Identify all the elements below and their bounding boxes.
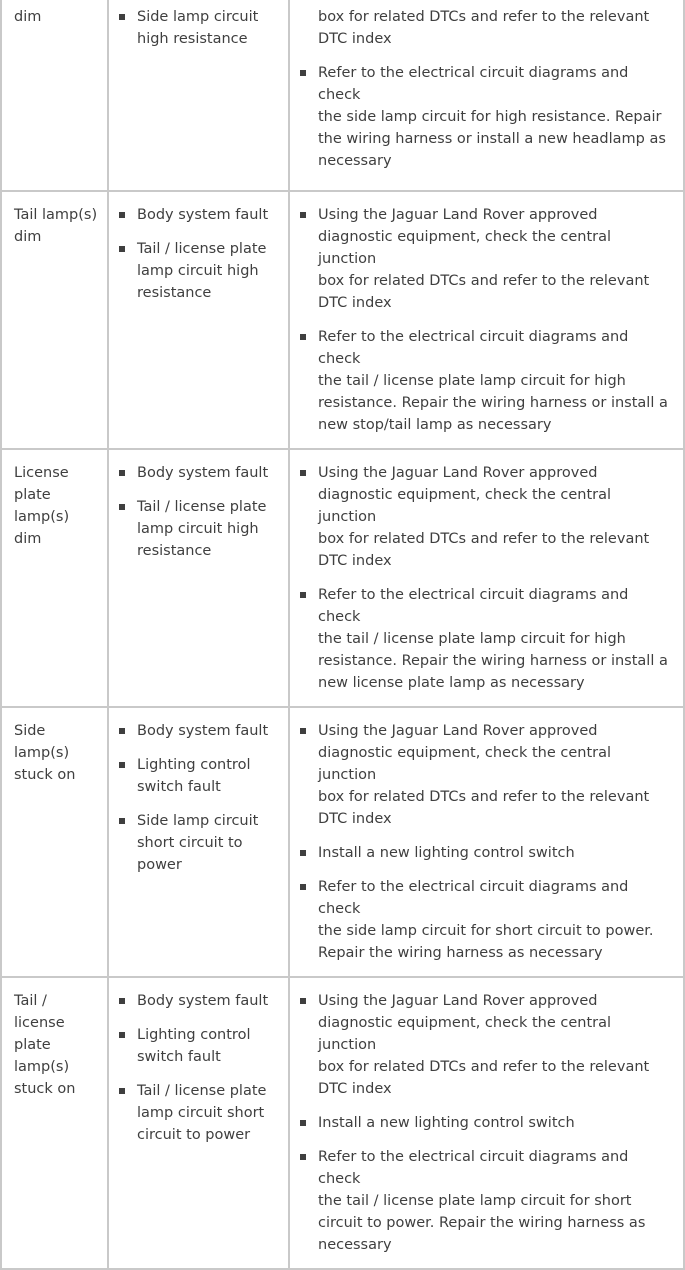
- action-line: Refer to the electrical circuit diagrams and check: [318, 65, 629, 103]
- cause-line: switch fault: [137, 1049, 221, 1065]
- cause-line: power: [137, 857, 182, 873]
- action-cell: [289, 977, 684, 1269]
- action-item: [290, 990, 673, 1100]
- symptom-line: dim: [14, 9, 42, 25]
- action-line: DTC index: [318, 31, 392, 47]
- cause-list: [109, 450, 288, 562]
- action-line: Refer to the electrical circuit diagrams and check: [318, 879, 629, 917]
- cause-cell: [108, 449, 289, 707]
- action-line: box for related DTCs and refer to the relevant: [318, 273, 650, 289]
- action-list: [290, 708, 683, 964]
- symptom-line: Side: [14, 723, 46, 739]
- action-item: [290, 1112, 673, 1134]
- action-item: [290, 6, 673, 50]
- cause-line: Lighting control: [137, 1027, 251, 1043]
- symptom-cell: [1, 977, 108, 1269]
- action-line: Refer to the electrical circuit diagrams and check: [318, 587, 629, 625]
- cause-line: Tail / license plate: [137, 499, 267, 515]
- symptom-line: lamp(s): [14, 1059, 70, 1075]
- cause-line: Tail / license plate: [137, 1083, 267, 1099]
- action-item: [290, 720, 673, 830]
- cause-line: Body system fault: [137, 465, 269, 481]
- action-item: [290, 876, 673, 964]
- action-line: Install a new lighting control switch: [318, 1115, 575, 1131]
- action-line: the side lamp circuit for short circuit to power.: [318, 923, 654, 939]
- action-list: [290, 450, 683, 694]
- cause-item: [109, 720, 282, 742]
- action-item: [290, 204, 673, 314]
- symptom-line: dim: [14, 531, 42, 547]
- action-line: diagnostic equipment, check the central junction: [318, 229, 612, 267]
- symptom-text: [2, 708, 107, 786]
- symptom-cell: [1, 0, 108, 191]
- action-item: [290, 584, 673, 694]
- action-item: [290, 462, 673, 572]
- action-line: diagnostic equipment, check the central junction: [318, 487, 612, 525]
- cause-item: [109, 990, 282, 1012]
- symptom-line: Tail lamp(s): [14, 207, 98, 223]
- action-line: DTC index: [318, 295, 392, 311]
- cause-item: [109, 810, 282, 876]
- cause-line: lamp circuit high: [137, 521, 259, 537]
- action-cell: [289, 707, 684, 977]
- symptom-line: stuck on: [14, 767, 76, 783]
- symptom-text: [2, 450, 107, 550]
- cause-line: resistance: [137, 285, 212, 301]
- cause-line: lamp circuit short: [137, 1105, 265, 1121]
- cause-list: [109, 978, 288, 1146]
- action-item: [290, 62, 673, 172]
- action-line: the tail / license plate lamp circuit for short: [318, 1193, 632, 1209]
- symptom-line: lamp(s): [14, 509, 70, 525]
- action-line: Using the Jaguar Land Rover approved: [318, 207, 598, 223]
- cause-line: Body system fault: [137, 207, 269, 223]
- action-line: box for related DTCs and refer to the relevant: [318, 9, 650, 25]
- action-line: the tail / license plate lamp circuit for high: [318, 373, 626, 389]
- cause-cell: [108, 0, 289, 191]
- cause-cell: [108, 191, 289, 449]
- cause-item: [109, 238, 282, 304]
- symptom-line: license: [14, 1015, 65, 1031]
- action-line: circuit to power. Repair the wiring harness as: [318, 1215, 646, 1231]
- cause-cell: [108, 977, 289, 1269]
- action-line: necessary: [318, 153, 392, 169]
- cause-item: [109, 462, 282, 484]
- table-row: [1, 977, 684, 1269]
- action-list: [290, 0, 683, 172]
- cause-list: [109, 0, 288, 50]
- action-list: [290, 192, 683, 436]
- table-row: [1, 449, 684, 707]
- cause-line: Tail / license plate: [137, 241, 267, 257]
- table-row: [1, 191, 684, 449]
- action-line: new stop/tail lamp as necessary: [318, 417, 552, 433]
- symptom-line: dim: [14, 229, 42, 245]
- cause-item: [109, 6, 282, 50]
- cause-line: high resistance: [137, 31, 248, 47]
- action-line: box for related DTCs and refer to the relevant: [318, 531, 650, 547]
- cause-line: circuit to power: [137, 1127, 251, 1143]
- symptom-text: [2, 0, 107, 28]
- action-line: diagnostic equipment, check the central junction: [318, 1015, 612, 1053]
- cause-item: [109, 754, 282, 798]
- action-line: Repair the wiring harness as necessary: [318, 945, 603, 961]
- action-line: resistance. Repair the wiring harness or install a: [318, 653, 668, 669]
- symptom-line: License: [14, 465, 69, 481]
- symptom-line: lamp(s): [14, 745, 70, 761]
- cause-line: Body system fault: [137, 993, 269, 1009]
- action-line: box for related DTCs and refer to the relevant: [318, 789, 650, 805]
- action-line: box for related DTCs and refer to the relevant: [318, 1059, 650, 1075]
- action-list: [290, 978, 683, 1256]
- action-line: Refer to the electrical circuit diagrams and check: [318, 329, 629, 367]
- cause-line: Lighting control: [137, 757, 251, 773]
- symptom-cell: [1, 449, 108, 707]
- action-line: necessary: [318, 1237, 392, 1253]
- action-line: DTC index: [318, 553, 392, 569]
- cause-line: Body system fault: [137, 723, 269, 739]
- action-line: Using the Jaguar Land Rover approved: [318, 723, 598, 739]
- action-line: Using the Jaguar Land Rover approved: [318, 993, 598, 1009]
- action-line: resistance. Repair the wiring harness or install a: [318, 395, 668, 411]
- symptom-line: Tail /: [14, 993, 47, 1009]
- table-row: [1, 707, 684, 977]
- action-cell: [289, 191, 684, 449]
- action-cell: [289, 0, 684, 191]
- symptom-line: stuck on: [14, 1081, 76, 1097]
- action-line: the tail / license plate lamp circuit for high: [318, 631, 626, 647]
- symptom-cell: [1, 707, 108, 977]
- cause-cell: [108, 707, 289, 977]
- table-row: [1, 0, 684, 191]
- cause-item: [109, 496, 282, 562]
- cause-list: [109, 708, 288, 876]
- action-line: Using the Jaguar Land Rover approved: [318, 465, 598, 481]
- action-line: new license plate lamp as necessary: [318, 675, 585, 691]
- symptom-line: plate: [14, 1037, 51, 1053]
- cause-line: Side lamp circuit: [137, 813, 259, 829]
- action-line: DTC index: [318, 1081, 392, 1097]
- symptom-text: [2, 978, 107, 1100]
- cause-item: [109, 1080, 282, 1146]
- action-line: Refer to the electrical circuit diagrams and check: [318, 1149, 629, 1187]
- action-cell: [289, 449, 684, 707]
- symptom-line: plate: [14, 487, 51, 503]
- action-line: Install a new lighting control switch: [318, 845, 575, 861]
- cause-line: short circuit to: [137, 835, 243, 851]
- cause-list: [109, 192, 288, 304]
- cause-line: switch fault: [137, 779, 221, 795]
- symptom-text: [2, 192, 107, 248]
- action-item: [290, 1146, 673, 1256]
- action-line: the wiring harness or install a new headlamp as: [318, 131, 666, 147]
- action-line: diagnostic equipment, check the central junction: [318, 745, 612, 783]
- cause-line: lamp circuit high: [137, 263, 259, 279]
- symptom-cell: [1, 191, 108, 449]
- cause-item: [109, 1024, 282, 1068]
- cause-item: [109, 204, 282, 226]
- cause-line: Side lamp circuit: [137, 9, 259, 25]
- action-line: the side lamp circuit for high resistance. Repair: [318, 109, 662, 125]
- action-item: [290, 326, 673, 436]
- table-body: [1, 0, 684, 1269]
- cause-line: resistance: [137, 543, 212, 559]
- action-line: DTC index: [318, 811, 392, 827]
- action-item: [290, 842, 673, 864]
